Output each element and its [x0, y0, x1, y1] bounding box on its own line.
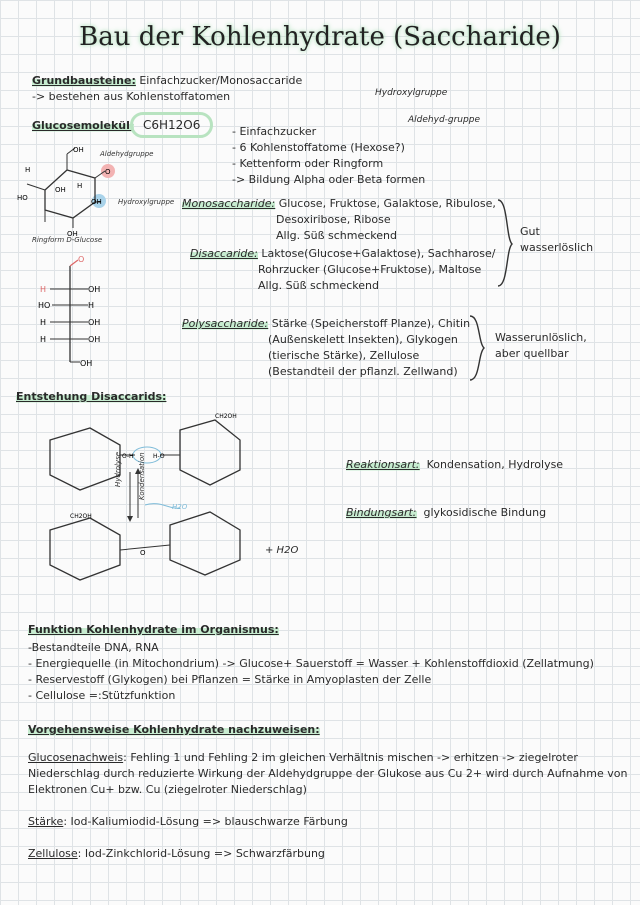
hydrolyse-label: Hydrolyse: [114, 451, 122, 487]
water-label: + H2O: [265, 545, 299, 556]
mono-label: Monosaccharide:: [182, 197, 276, 210]
funktion-item: -Bestandteile DNA, RNA: [28, 641, 159, 654]
svg-text:CH2OH: CH2OH: [70, 513, 92, 520]
svg-text:OH: OH: [91, 198, 102, 206]
svg-text:OH: OH: [73, 146, 84, 154]
glucose-bullet: - 6 Kohlenstoffatome (Hexose?): [232, 141, 405, 154]
funktion-list: [28, 640, 594, 704]
glucose-chain-drawing: [30, 256, 110, 371]
grundbausteine-line: [32, 73, 302, 89]
svg-text:H: H: [40, 318, 47, 327]
glucose-bullet: - Einfachzucker: [232, 125, 317, 138]
nachweis-heading: Vorgehensweise Kohlenhydrate nachzuweisen:: [28, 723, 320, 736]
poly-label: Polysaccharide:: [182, 317, 269, 330]
di-line3: Allg. Süß schmeckend: [258, 279, 379, 292]
svg-text:H: H: [77, 182, 83, 190]
glucose-nachweis-line2: Niederschlag durch reduzierte Wirkung der Aldehydgruppe der Glukose aus Cu 2+ wird durch Aufnahme von: [28, 767, 628, 780]
reaktionsart-line: Reaktionsart: Kondensation, Hydrolyse: [346, 458, 564, 471]
glucose-nachweis-line1: Glucosenachweis: Fehling 1 und Fehling 2 im gleichen Verhältnis mischen -> erhitzen -> ziegelroter: [28, 751, 578, 764]
svg-text:O: O: [78, 255, 85, 264]
svg-text:OH: OH: [55, 186, 66, 194]
zellulose-nachweis: Zellulose: Iod-Zinkchlorid-Lösung => Schwarzfärbung: [28, 847, 325, 860]
bindungsart-label: Bindungsart:: [346, 506, 417, 519]
formula-badge: C6H12O6: [130, 112, 213, 138]
svg-text:O: O: [140, 549, 146, 557]
funktion-item: - Reservestoff (Glykogen) bei Pflanzen = Stärke in Amyoplasten der Zelle: [28, 673, 432, 686]
svg-text:O-H: O-H: [122, 453, 134, 460]
aldehydgruppe-small: Aldehydgruppe: [100, 150, 154, 158]
glucose-nachweis-line3: Elektronen Cu+ bzw. Cu (ziegelroter Niederschlag): [28, 783, 307, 796]
svg-text:H-O: H-O: [153, 453, 165, 460]
glucose-bullets: [232, 124, 425, 188]
staerke-nachweis: Stärke: Iod-Kaliumiodid-Lösung => blauschwarze Färbung: [28, 815, 348, 828]
svg-text:OH: OH: [88, 335, 101, 344]
gut-line2: wasserlöslich: [520, 241, 594, 254]
glucose-bullet: - Kettenform oder Ringform: [232, 157, 384, 170]
grundbausteine-text: Einfachzucker/Monosaccaride: [135, 74, 303, 87]
disaccharide-drawing: [20, 400, 320, 585]
di-label: Disaccaride:: [190, 247, 258, 260]
funktion-item: - Cellulose =:Stützfunktion: [28, 689, 176, 702]
svg-text:HO: HO: [17, 194, 28, 202]
kondensation-label: Kondensation: [138, 452, 146, 500]
funktion-heading: Funktion Kohlenhydrate im Organismus:: [28, 623, 279, 636]
hydroxylgruppe-small: Hydroxylgruppe: [118, 198, 175, 206]
water-small-label: H2O: [172, 503, 188, 511]
di-line2: Rohrzucker (Glucose+Fruktose), Maltose: [258, 263, 482, 276]
svg-text:OH: OH: [80, 359, 93, 368]
svg-text:OH: OH: [67, 230, 78, 238]
svg-text:H: H: [25, 166, 31, 174]
di-line1: Disaccaride: Laktose(Glucose+Galaktose), Sachharose/: [190, 247, 496, 260]
funktion-item: - Energiequelle (in Mitochondrium) -> Glucose+ Sauerstoff = Wasser + Kohlenstoffdioxid (Zellatmung): [28, 657, 594, 670]
brace-icon: [496, 198, 516, 290]
svg-text:CH2OH: CH2OH: [215, 413, 237, 420]
poly-line4: (Bestandteil der pflanzl. Zellwand): [268, 365, 458, 378]
grundbausteine-text2: -> bestehen aus Kohlenstoffatomen: [32, 90, 231, 103]
glucosemolekuel-label: Glucosemolekül:: [32, 119, 135, 132]
svg-text:HO: HO: [38, 301, 51, 310]
grundbausteine-label: Grundbausteine:: [32, 74, 136, 87]
glucose-bullet: -> Bildung Alpha oder Beta formen: [232, 173, 426, 186]
poly-line1: Polysaccharide: Stärke (Speicherstoff Planze), Chitin: [182, 317, 471, 330]
ringform-label: Ringform D-Glucose: [32, 236, 103, 244]
mono-line3: Allg. Süß schmeckend: [276, 229, 397, 242]
poly-line2: (Außenskelett Insekten), Glykogen: [268, 333, 458, 346]
svg-text:OH: OH: [88, 285, 101, 294]
aldehydgruppe-note: Aldehyd-gruppe: [408, 115, 480, 125]
wasser-line1: Wasserunlöslich,: [495, 331, 587, 344]
svg-text:OH: OH: [88, 318, 101, 327]
svg-text:H: H: [40, 335, 47, 344]
wasser-line2: aber quellbar: [495, 347, 569, 360]
hydroxylgruppe-note: Hydroxylgruppe: [375, 88, 448, 98]
reaktionsart-label: Reaktionsart:: [346, 458, 420, 471]
entstehung-heading: Entstehung Disaccarids:: [16, 390, 167, 403]
svg-text:H: H: [88, 301, 95, 310]
poly-line3: (tierische Stärke), Zellulose: [268, 349, 420, 362]
svg-text:H: H: [40, 285, 47, 294]
svg-text:O: O: [105, 168, 111, 176]
page-title: Bau der Kohlenhydrate (Saccharide): [79, 22, 561, 52]
mono-line1: Monosaccharide: Glucose, Fruktose, Galaktose, Ribulose,: [182, 197, 496, 210]
brace-icon: [468, 314, 488, 384]
bindungsart-line: Bindungsart: glykosidische Bindung: [346, 506, 547, 519]
mono-line2: Desoxiribose, Ribose: [276, 213, 391, 226]
gut-line1: Gut: [520, 225, 540, 238]
